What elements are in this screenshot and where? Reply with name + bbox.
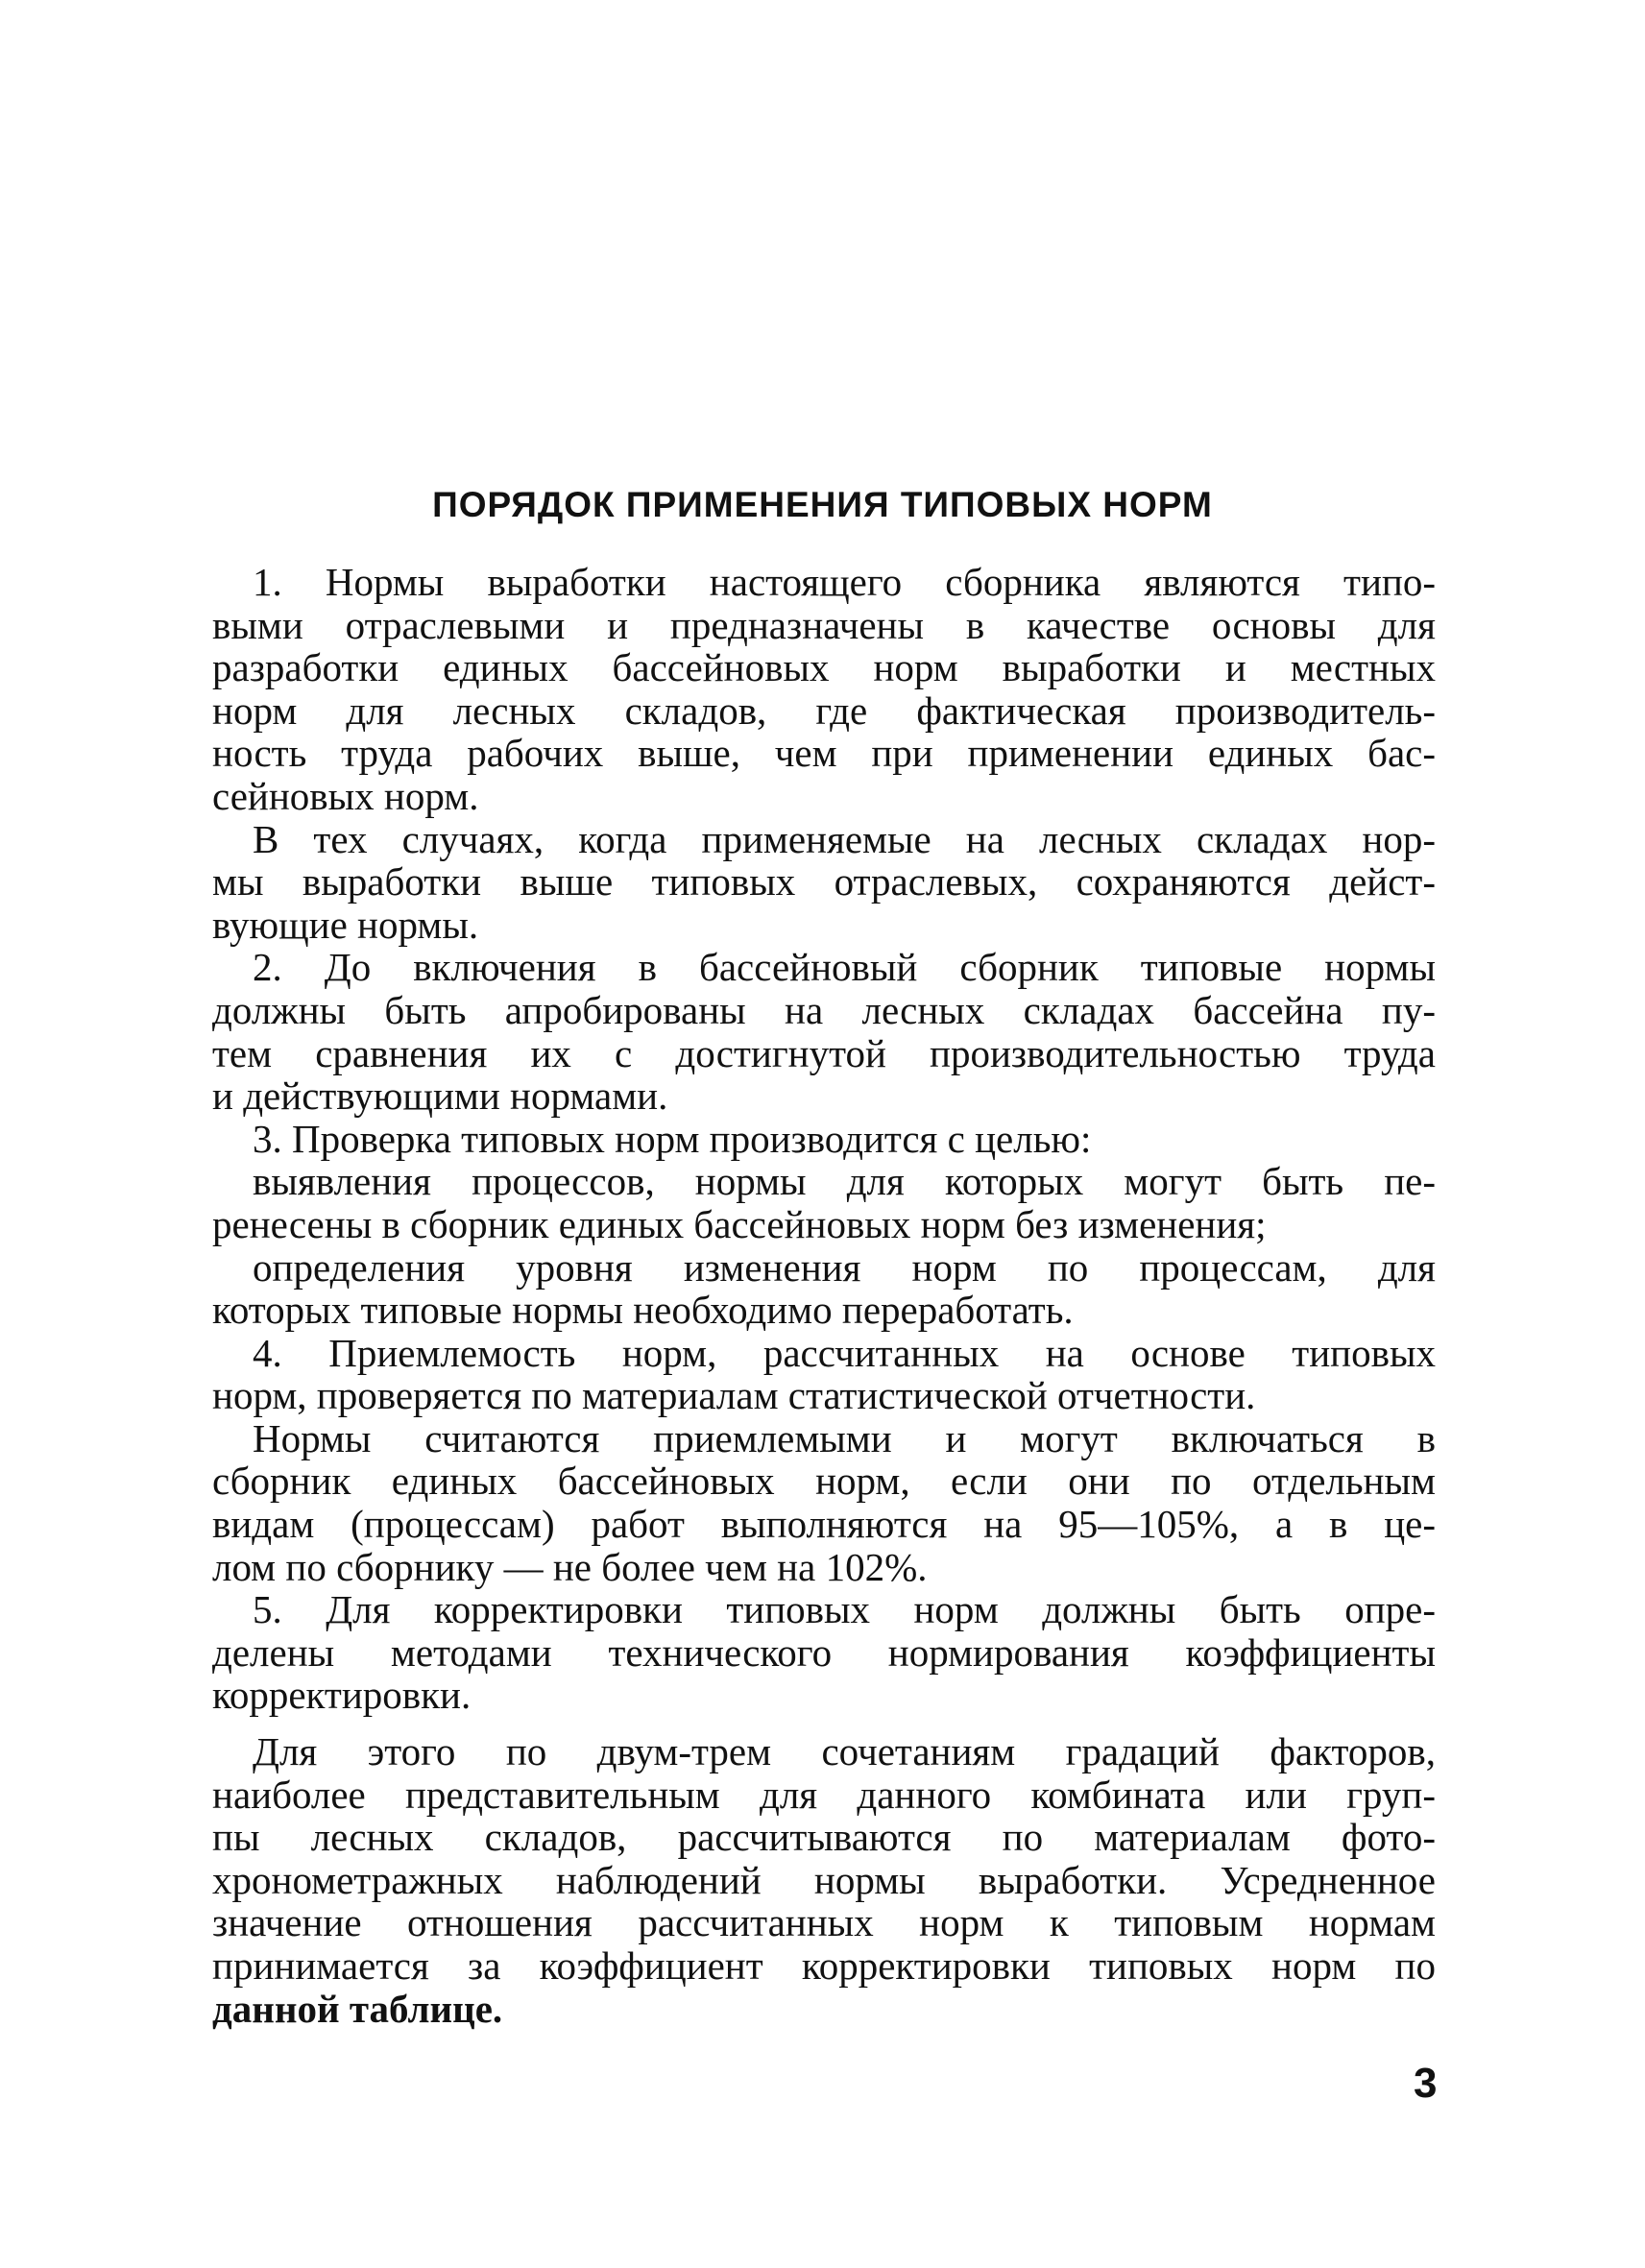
- text-line: 5. Для корректировки типовых норм должны быть опре-: [253, 1587, 1436, 1632]
- text-line: норм, проверяется по материалам статистической отчетности.: [212, 1373, 1256, 1418]
- text-line: данной таблице.: [212, 1986, 503, 2031]
- text-line: 2. До включения в бассейновый сборник типовые нормы: [253, 945, 1436, 990]
- paragraph: [212, 818, 1436, 947]
- text-line: выми отраслевыми и предназначены в качестве основы для: [212, 602, 1436, 647]
- text-line: лом по сборнику — не более чем на 102%.: [212, 1544, 928, 1589]
- text-line: мы выработки выше типовых отраслевых, сохраняются дейст-: [212, 859, 1436, 905]
- paragraph: [212, 561, 1436, 818]
- page-title: ПОРЯДОК ПРИМЕНЕНИЯ ТИПОВЫХ НОРМ: [432, 485, 1213, 524]
- text-line: ренесены в сборник единых бассейновых норм без изменения;: [212, 1201, 1267, 1246]
- text-line: сейновых норм.: [212, 773, 479, 818]
- text-line: значение отношения рассчитанных норм к типовым нормам: [212, 1900, 1436, 1945]
- text-line: Для этого по двум-трем сочетаниям градаций факторов,: [253, 1729, 1436, 1774]
- body-text: [212, 561, 1436, 2030]
- paragraph: [212, 946, 1436, 1117]
- text-line: видам (процессам) работ выполняются на 95—105%, а в це-: [212, 1502, 1436, 1547]
- text-line: вующие нормы.: [212, 902, 479, 947]
- text-line: норм для лесных складов, где фактическая производитель-: [212, 688, 1436, 733]
- text-line: наиболее представительным для данного комбината или груп-: [212, 1772, 1436, 1817]
- text-line: тем сравнения их с достигнутой производительностью труда: [212, 1030, 1436, 1075]
- paragraph: [212, 1332, 1436, 1417]
- text-line: делены методами технического нормирования коэффициенты: [212, 1629, 1436, 1675]
- text-line: должны быть апробированы на лесных складах бассейна пу-: [212, 987, 1436, 1032]
- text-line: и действующими нормами.: [212, 1074, 668, 1119]
- text-line: ность труда рабочих выше, чем при применении единых бас-: [212, 731, 1436, 776]
- text-line: Нормы считаются приемлемыми и могут включаться в: [253, 1415, 1436, 1460]
- text-line: выявления процессов, нормы для которых могут быть пе-: [253, 1159, 1436, 1204]
- text-line: пы лесных складов, рассчитываются по материалам фото-: [212, 1815, 1436, 1860]
- text-line: принимается за коэффициент корректировки типовых норм по: [212, 1943, 1436, 1988]
- paragraph: [212, 1417, 1436, 1588]
- paragraph: [212, 1246, 1436, 1332]
- paragraph: [212, 1160, 1436, 1245]
- text-line: 1. Нормы выработки настоящего сборника являются типо-: [253, 560, 1436, 604]
- text-line: 4. Приемлемость норм, рассчитанных на основе типовых: [253, 1330, 1436, 1375]
- text-line: 3. Проверка типовых норм производится с целью:: [253, 1116, 1092, 1161]
- paragraph: [212, 1118, 1436, 1161]
- text-line: сборник единых бассейновых норм, если они по отдельным: [212, 1459, 1436, 1504]
- text-line: определения уровня изменения норм по процессам, для: [253, 1244, 1436, 1290]
- text-line: разработки единых бассейновых норм выработки и местных: [212, 645, 1436, 690]
- text-line: корректировки.: [212, 1673, 472, 1718]
- paragraph: [212, 1588, 1436, 1717]
- text-line: которых типовые нормы необходимо переработать.: [212, 1288, 1074, 1333]
- text-line: В тех случаях, когда применяемые на лесных складах нор-: [253, 816, 1436, 861]
- page-number: 3: [1414, 2060, 1438, 2107]
- text-line: хронометражных наблюдений нормы выработки. Усредненное: [212, 1857, 1436, 1902]
- paragraph: [212, 1730, 1436, 2030]
